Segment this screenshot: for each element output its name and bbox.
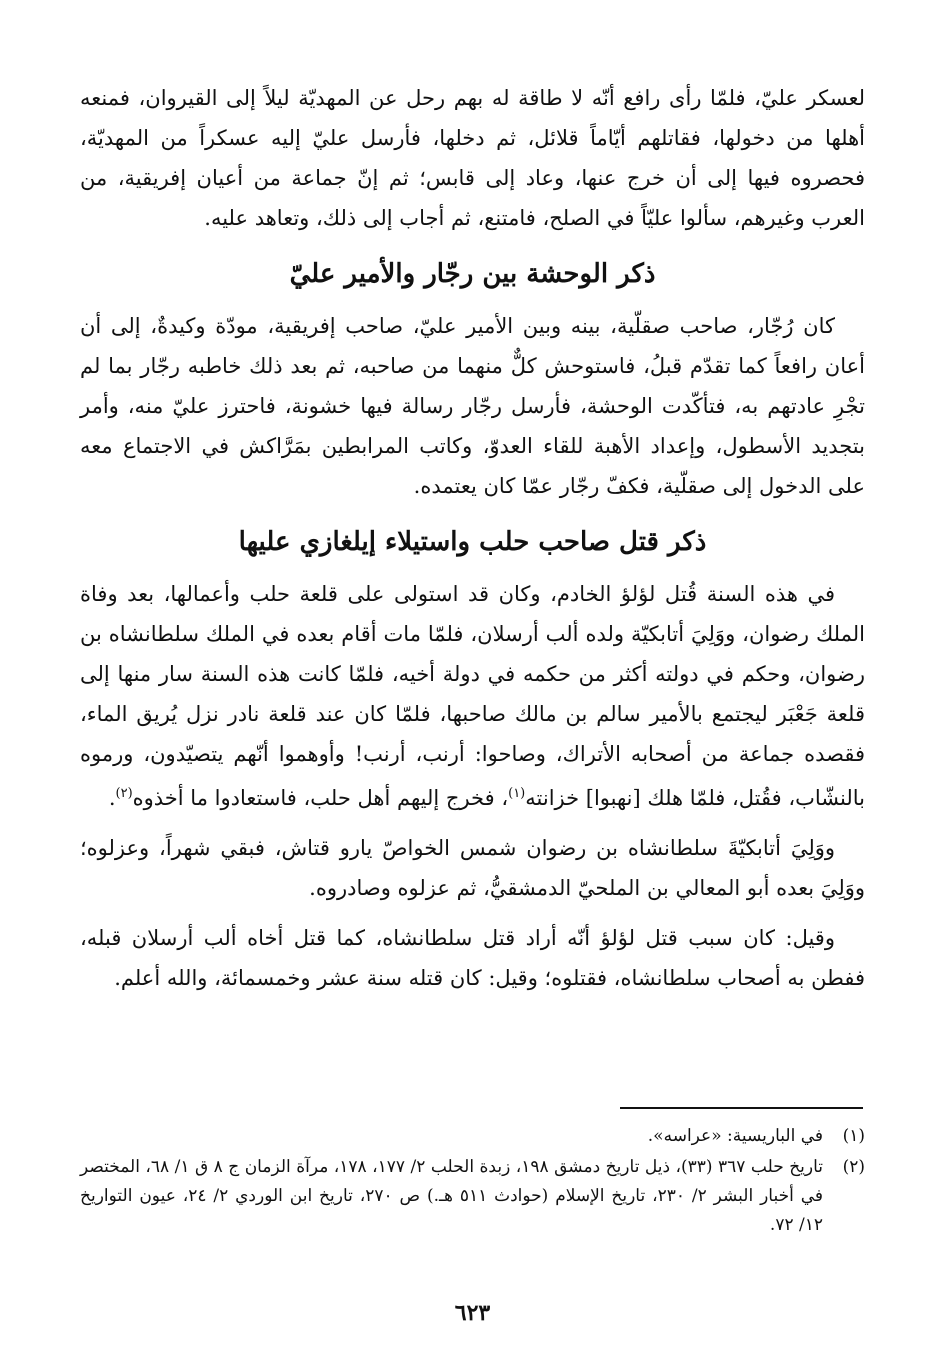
page-number: ٦٢٣ (454, 1300, 491, 1326)
paragraph-continued: لعسكر عليّ، فلمّا رأى رافع أنّه لا طاقة له بهم رحل عن المهديّة ليلاً إلى القيروان، فمنعه أهلها من دخولها، فقاتلهم أيّاماً قلائل، ثم دخلها، فأرسل عليّ إليه عسكراً من المهديّة، فحصروه فيها إلى أن خرج عنها، وعاد إلى قابس؛ ثم إنّ جماعة من أعيان إفريقية، من العرب وغيرهم، سألوا عليّاً في الصلح، فامتنع، ثم أجاب إلى ذلك، وتعاهد عليه. (80, 86, 865, 230)
footnote-1-number: (١) (842, 1126, 865, 1146)
section-1-paragraph: كان رُجّار، صاحب صقلّية، بينه وبين الأمير عليّ، صاحب إفريقية، مودّة وكيدةٌ، إلى أن أعان رافعاً كما تقدّم قبلُ، فاستوحش كلٌّ منهما من صاحبه، ثم بعد ذلك خاطبه رجّار بما لم تجْرِ عادتهم به، فتأكّدت الوحشة، فأرسل رجّار رسالة فيها خشونة، فاحترز عليّ منه، وأمر بتجديد الأسطول، وإعداد الأهبة للقاء العدوّ، وكاتب المرابطين بمَرَّاكش في الاجتماع معه على الدخول إلى صقلّية، فكفّ رجّار عمّا كان يعتمده. (80, 314, 865, 498)
footnote-2-number: (٢) (842, 1157, 865, 1177)
section-heading-2: ذكر قتل صاحب حلب واستيلاء إيلغازي عليها (238, 527, 707, 557)
footnote-ref-2: (٢) (115, 786, 133, 801)
section-2-paragraph-1-text: في هذه السنة قُتل لؤلؤ الخادم، وكان قد استولى على قلعة حلب وأعمالها، بعد وفاة الملك رضوان، ووَلِيَ أتابكيّة ولده ألب أرسلان، فلمّا مات أقام بعده في الملك سلطانشاه بن رضوان، وحكم في دولته أكثر من حكمه في دولة أخيه، فلمّا كانت هذه السنة سار منها إلى قلعة جَعْبَر ليجتمع بالأمير سالم بن مالك صاحبها، فلمّا كان عند قلعة نادر نزل يُريق الماء، فقصده جماعة من أصحابه الأتراك، وصاحوا: أرنب، أرنب! وأوهموا أنّهم يتصيّدون، ورموه بالنشّاب، فقُتل، فلمّا هلك [نهبوا] خزانته (80, 582, 865, 810)
section-2-paragraph-1-cont: ، فخرج إليهم أهل حلب، فاستعادوا ما أخذوه (132, 786, 509, 810)
footnote-divider (620, 1107, 863, 1109)
footnote-2-text: تاريخ حلب ٣٦٧ (٣٣)، ذيل تاريخ دمشق ١٩٨، زبدة الحلب ٢/ ١٧٧، ١٧٨، مرآة الزمان ج ٨ ق ١/ ٦٨، المختصر في أخبار البشر ٢/ ٢٣٠، تاريخ الإسلام (حوادث ٥١١ هـ.) ص ٢٧٠، تاريخ ابن الوردي ٢/ ٢٤، عيون التواريخ ١٢/ ٧٢. (80, 1157, 824, 1235)
page-body (80, 78, 865, 998)
section-heading-1: ذكر الوحشة بين رجّار والأمير عليّ (289, 259, 656, 289)
section-2-paragraph-1-end: . (108, 786, 116, 810)
footnote-1 (80, 1122, 865, 1151)
section-2-paragraph-3: وقيل: كان سبب قتل لؤلؤ أنّه أراد قتل سلطانشاه، كما قتل أخاه ألب أرسلان قبله، ففطن به أصحاب سلطانشاه، فقتلوه؛ وقيل: كان قتله سنة عشر وخمسمائة، والله أعلم. (80, 926, 865, 990)
section-2-paragraph-1 (80, 574, 865, 818)
footnotes (80, 1122, 865, 1242)
footnote-1-text: في الباريسية: «عراسه». (647, 1126, 823, 1146)
footnote-ref-1: (١) (508, 786, 526, 801)
footnote-2 (80, 1153, 865, 1240)
section-2-paragraph-2: ووَلِيَ أتابكيّةَ سلطانشاه بن رضوان شمس الخواصّ يارو قتاش، فبقي شهراً، وعزلوه؛ ووَلِيَ بعده أبو المعالي بن الملحيّ الدمشقيُّ، ثم عزلوه وصادروه. (80, 836, 865, 900)
